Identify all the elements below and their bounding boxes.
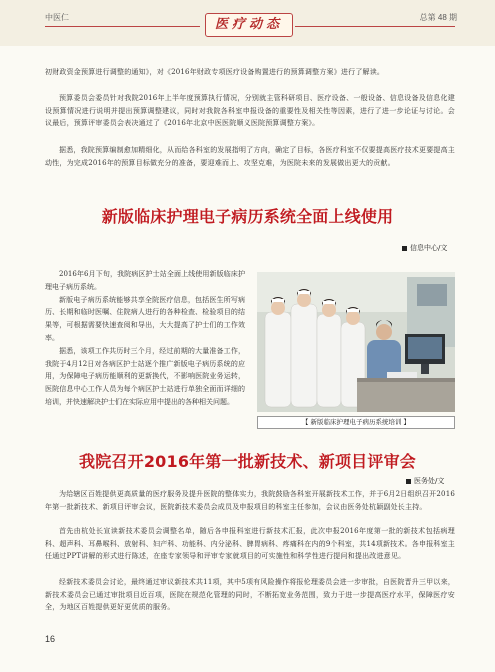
article-paragraph: 经新技术委员会讨论，最终通过审议新技术共11项，其中5项有风险操作将报伦理委员会进一步审批，自医院晋升三甲以来，新技术委员会已通过审批项目近百项，医院在规范化管理的同时，不断拓宽业务范围，致力于进一步提高医疗水平，保障医疗安全，为地区百姓提供更好更优质的服务。: [45, 578, 455, 612]
intro-paragraph: 预算委员会委员针对我院2016年上半年度预算执行情况，分别就主管科研项目、医疗设备、一般设备、信息设备及信息化建设预算情况进行说明并提出预算调整建议，同时对我院各科室申报设备的重要性及相关性等因素，进行了进一步论证与讨论。会议最后，预算评审委员会表决通过了《2016年北京中医医院顺义医院预算调整方案》。: [45, 94, 455, 128]
article-byline: [402, 243, 447, 253]
byline-square-icon: [406, 479, 411, 484]
header-rule-right: [295, 26, 455, 27]
article-paragraph: 首先由杭处长宣读新技术委员会调整名单，随后各申报科室进行新技术汇报，此次申报2016年度第一批的新技术包括病理科、超声科、耳鼻喉科、放射科、妇产科、功能科、内分泌科、脾胃病科、疼痛科在内的9个科室，共14项新技术。各申报科室主任通过PPT讲解的形式进行陈述，在座专家领导和评审专家就项目的可实施性和科学性进行提问和提出改进意见。: [45, 527, 455, 561]
issue-number: 总第 48 期: [419, 13, 457, 22]
byline-text: 医务处/文: [414, 477, 445, 485]
intro-paragraph: 据悉，我院预算编制愈加精细化，从而给各科室的发展指明了方向，确定了目标，各医疗科室不仅要提高医疗技术更要提高主动性，为完成2016年的预算目标做充分的准备，要迎难而上、攻坚克难，为医院未来的发展做出更大的贡献。: [45, 146, 455, 167]
page-number: 16: [45, 634, 56, 644]
byline-square-icon: [402, 246, 407, 251]
article-paragraph: 为给辖区百姓提供更高质量的医疗服务及提升医院的整体实力，我院鼓励各科室开展新技术工作，并于6月2日组织召开2016年第一批新技术、新项目评审会议，医院新技术委员会成员及申报项目的科室主任参加，会议由医务处杭颖副处长主持。: [45, 490, 455, 511]
byline-text: 信息中心/文: [410, 244, 448, 252]
article-paragraph: 新版电子病历系统能够共享全院医疗信息，包括医生所写病历、长期和临时医嘱、住院病人进行的各种检查、检验项目的结果等，可根据需要快速查阅和导出，大大提高了护士们的工作效率。: [45, 295, 245, 342]
article-paragraph: 据悉，该项工作共历时三个月，经过前期的大量准备工作，我院于4月12日对各病区护士站逐个推广新版电子病历系统的应用，为保障电子病历能顺利的更新换代，不影响医院业务运转，医院信息中心工作人员为每个病区护士站进行单独全面而详细的培训，并快速解决护士们在实际应用中提出的各种相关问题。: [45, 346, 245, 406]
article-byline: [406, 476, 444, 486]
header-rule-left: [45, 26, 200, 27]
header-left-text: 中医仁: [45, 13, 69, 22]
photo-caption: 【 新版临床护理电子病历系统培训 】: [257, 416, 455, 429]
intro-paragraph: 初财政资金预算进行调整的通知》，对《2016年财政专项医疗设备购置进行的预算调整方案》进行了解读。: [45, 68, 385, 76]
article-body: [45, 268, 245, 409]
section-title: [205, 13, 293, 37]
section-title-text: 医疗动态: [214, 17, 283, 32]
article-paragraph: 2016年6月下旬，我院病区护士站全面上线使用新版临床护理电子病历系统。: [45, 270, 245, 291]
article-headline: 新版临床护理电子病历系统全面上线使用: [101, 207, 394, 226]
article-headline: 我院召开2016年第一批新技术、新项目评审会: [79, 452, 416, 471]
training-photo: [257, 272, 455, 412]
